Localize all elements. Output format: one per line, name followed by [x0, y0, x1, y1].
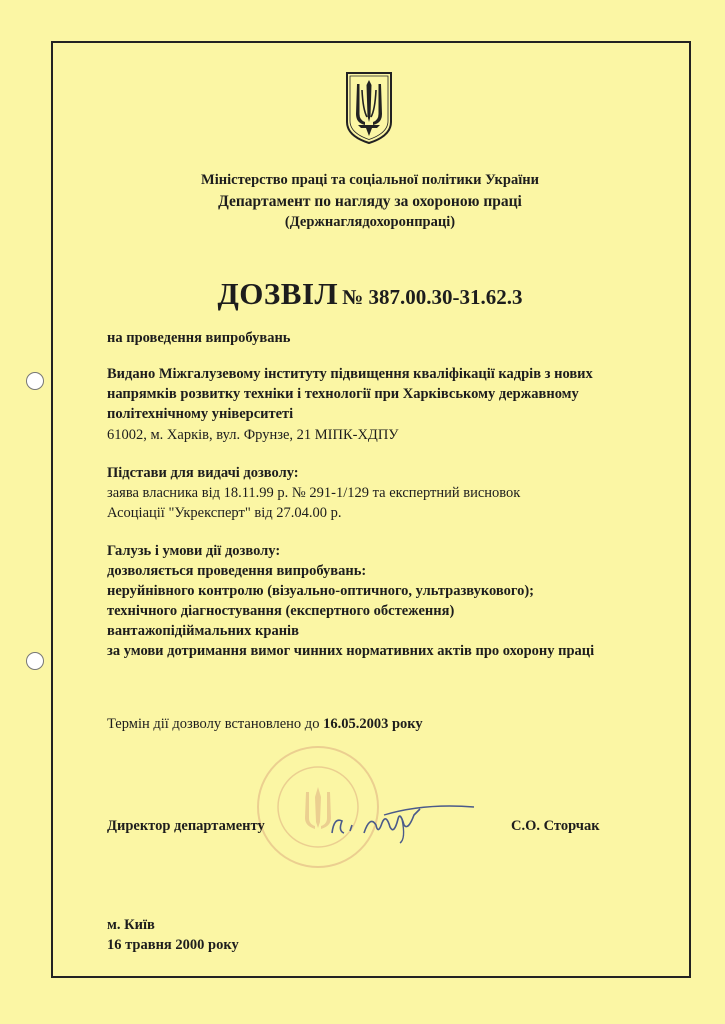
issued-line-1: Видано Міжгалузевому інституту підвищення кваліфікації кадрів з нових: [107, 366, 593, 382]
permit-purpose: на проведення випробувань: [107, 330, 291, 346]
permit-title: ДОЗВІЛ: [217, 276, 339, 311]
signatory-position: Директор департаменту: [107, 818, 265, 834]
ministry-name: Міністерство праці та соціальної політики України: [201, 172, 539, 188]
department-name: Департамент по нагляду за охороною праці: [218, 193, 522, 210]
permit-number: № 387.00.30-31.62.3: [342, 285, 523, 309]
coat-of-arms-icon: [344, 70, 394, 145]
punch-hole-lower: [26, 652, 44, 670]
scope-line-5: за умови дотримання вимог чинних нормативних актів про охорону праці: [107, 643, 595, 659]
grounds-heading: Підстави для видачі дозволу:: [107, 465, 299, 481]
grounds-line-1: заява власника від 18.11.99 р. № 291-1/129 та експертний висновок: [107, 485, 521, 501]
scope-line-4: вантажопідіймальних кранів: [107, 623, 299, 639]
issued-address: 61002, м. Харків, вул. Фрунзе, 21 МІПК-ХДПУ: [107, 427, 399, 443]
grounds-line-2: Асоціації "Укрексперт" від 27.04.00 р.: [107, 505, 342, 521]
punch-hole-upper: [26, 372, 44, 390]
signature-mark: [324, 795, 479, 845]
scope-line-2: неруйнівного контролю (візуально-оптичного, ультразвукового);: [107, 583, 535, 599]
scope-heading: Галузь і умови дії дозволу:: [107, 543, 281, 559]
department-abbreviation: (Держнаглядохоронпраці): [284, 214, 456, 230]
scope-line-1: дозволяється проведення випробувань:: [107, 563, 367, 579]
footer-date: 16 травня 2000 року: [107, 937, 239, 953]
issued-line-3: політехнічному університеті: [107, 406, 294, 422]
validity-line: [107, 716, 423, 733]
issued-line-2: напрямків розвитку техніки і технології при Харківському державному: [107, 386, 579, 402]
validity-date: 16.05.2003 року: [323, 716, 423, 732]
signatory-name: С.О. Сторчак: [511, 818, 600, 834]
footer-city: м. Київ: [107, 917, 155, 933]
scope-line-3: технічного діагностування (експертного обстеження): [107, 603, 455, 619]
validity-text: Термін дії дозволу встановлено до: [107, 716, 320, 732]
permit-title-line: [60, 276, 680, 312]
